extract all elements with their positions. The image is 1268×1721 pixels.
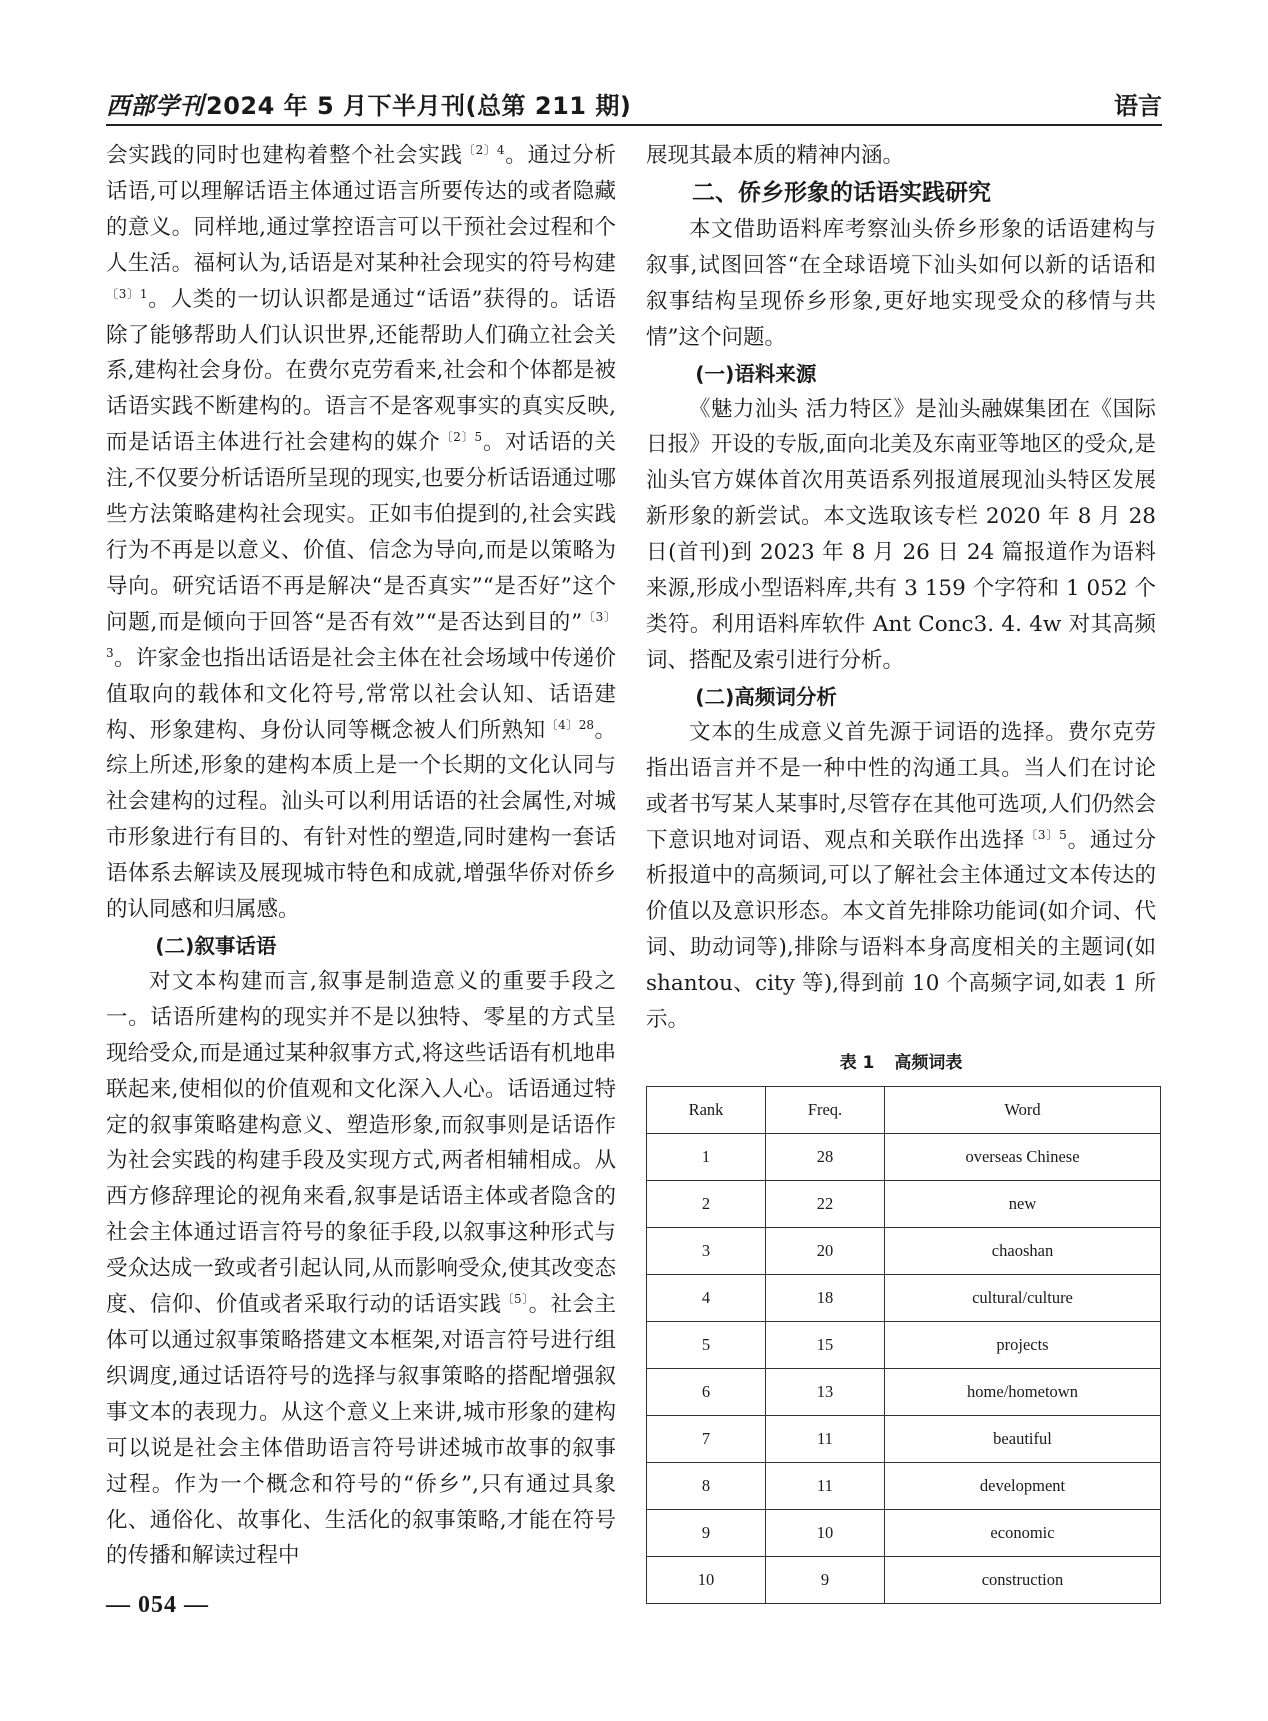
frequency-table <box>646 1086 1161 1604</box>
left-column <box>106 138 616 1574</box>
cell-rank: 10 <box>647 1556 766 1603</box>
table-row <box>647 1509 1161 1556</box>
table-row <box>647 1556 1161 1603</box>
citation: 〔3〕3 <box>106 609 616 660</box>
right-column <box>646 138 1156 1604</box>
table-row <box>647 1462 1161 1509</box>
cell-word: new <box>885 1180 1161 1227</box>
journal-issue: 2024 年 5 月下半月刊(总第 211 期) <box>206 92 632 120</box>
paragraph-intro: 本文借助语料库考察汕头侨乡形象的话语建构与叙事,试图回答“在全球语境下汕头如何以新的话语和叙事结构呈现侨乡形象,更好地实现受众的移情与共情”这个问题。 <box>646 216 1156 350</box>
cell-freq: 20 <box>766 1227 885 1274</box>
heading-frequency-analysis: (二)高频词分析 <box>695 684 837 709</box>
cell-rank: 5 <box>647 1321 766 1368</box>
cell-word: construction <box>885 1556 1161 1603</box>
table-row <box>647 1274 1161 1321</box>
citation: 〔4〕28 <box>545 717 594 732</box>
cell-rank: 9 <box>647 1509 766 1556</box>
section-heading: 二、侨乡形象的话语实践研究 <box>692 179 991 206</box>
running-header <box>106 82 1162 126</box>
cell-rank: 4 <box>647 1274 766 1321</box>
table-row <box>647 1180 1161 1227</box>
column-header-freq: Freq. <box>766 1086 885 1133</box>
cell-word: projects <box>885 1321 1161 1368</box>
cell-word: development <box>885 1462 1161 1509</box>
citation: 〔3〕5 <box>1025 827 1067 842</box>
cell-freq: 28 <box>766 1133 885 1180</box>
cell-freq: 10 <box>766 1509 885 1556</box>
cell-rank: 8 <box>647 1462 766 1509</box>
cell-freq: 15 <box>766 1321 885 1368</box>
cell-freq: 9 <box>766 1556 885 1603</box>
page-number: — 054 — <box>106 1592 209 1618</box>
cell-rank: 1 <box>647 1133 766 1180</box>
paragraph-corpus: 《魅力汕头 活力特区》是汕头融媒集团在《国际日报》开设的专版,面向北美及东南亚等地区的受众,是汕头官方媒体首次用英语系列报道展现汕头特区发展新形象的新尝试。本文选取该专栏 2020 年 8 月 28 日(首刊)到 2023 年 8 月 26 日 24 篇报道作为语料来源,形成小型语料库,共有 3 159 个字符和 1 052 个类符。利用语料库软件 Ant Conc3. 4. 4w 对其高频词、搭配及索引进行分析。 <box>646 396 1156 673</box>
cell-word: overseas Chinese <box>885 1133 1161 1180</box>
cell-word: economic <box>885 1509 1161 1556</box>
cell-freq: 18 <box>766 1274 885 1321</box>
heading-narrative-discourse: (二)叙事话语 <box>155 933 277 958</box>
table-caption <box>646 1048 1156 1078</box>
paragraph-continued: 展现其最本质的精神内涵。 <box>646 143 905 168</box>
cell-freq: 22 <box>766 1180 885 1227</box>
cell-word: chaoshan <box>885 1227 1161 1274</box>
cell-rank: 6 <box>647 1368 766 1415</box>
cell-freq: 11 <box>766 1415 885 1462</box>
cell-rank: 2 <box>647 1180 766 1227</box>
table-row <box>647 1368 1161 1415</box>
table-row <box>647 1415 1161 1462</box>
table-row <box>647 1321 1161 1368</box>
cell-word: cultural/culture <box>885 1274 1161 1321</box>
cell-rank: 3 <box>647 1227 766 1274</box>
paragraph-narrative: 对文本构建而言,叙事是制造意义的重要手段之一。话语所建构的现实并不是以独特、零星的方式呈现给受众,而是通过某种叙事方式,将这些话语有机地串联起来,使相似的价值观和文化深入人心。话语通过特定的叙事策略建构意义、塑造形象,而叙事则是话语作为社会实践的构建手段及实现方式,两者相辅相成。从西方修辞理论的视角来看,叙事是话语主体或者隐含的社会主体通过语言符号的象征手段,以叙事这种形式与受众达成一致或者引起认同,从而影响受众,使其改变态度、信仰、价值或者采取行动的话语实践$^{〔5〕}$。社会主体可以通过叙事策略搭建文本框架,对语言符号进行组织调度,通过话语符号的选择与叙事策略的搭配增强叙事文本的表现力。从这个意义上来讲,城市形象的建构可以说是社会主体借助语言符号讲述城市故事的叙事过程。作为一个概念和符号的“侨乡”,只有通过具象化、通俗化、故事化、生活化的叙事策略,才能在符号的传播和解读过程中 <box>106 968 616 1569</box>
citation: 〔2〕4 <box>462 142 505 157</box>
cell-word: beautiful <box>885 1415 1161 1462</box>
journal-title <box>106 86 631 121</box>
paragraph-discourse: 会实践的同时也建构着整个社会实践$^{〔2〕4}$。通过分析话语,可以理解话语主体通过语言所要传达的或者隐藏的意义。同样地,通过掌控语言可以干预社会过程和个人生活。福柯认为,话语是对某种社会现实的符号构建$^{〔3〕1}$。人类的一切认识都是通过“话语”获得的。话语除了能够帮助人们认识世界,还能帮助人们确立社会关系,建构社会身份。在费尔克劳看来,社会和个体都是被话语实践不断建构的。语言不是客观事实的真实反映,而是话语主体进行社会建构的媒介$^{〔2〕5}$。对话语的关注,不仅要分析话语所呈现的现实,也要分析话语通过哪些方法策略建构社会现实。正如韦伯提到的,社会实践行为不再是以意义、价值、信念为导向,而是以策略为导向。研究话语不再是解决“是否真实”“是否好”这个问题,而是倾向于回答“是否有效”“是否达到目的”$^{〔3〕3}$。许家金也指出话语是社会主体在社会场域中传递价值取向的载体和文化符号,常常以社会认知、话语建构、形象建构、身份认同等概念被人们所熟知$^{〔4〕28}$。综上所述,形象的建构本质上是一个长期的文化认同与社会建构的过程。汕头可以利用话语的社会属性,对城市形象进行有目的、有针对性的塑造,同时建构一套话语体系去解读及展现城市特色和成就,增强华侨对侨乡的认同感和归属感。 <box>106 142 616 923</box>
table-row <box>647 1227 1161 1274</box>
cell-word: home/hometown <box>885 1368 1161 1415</box>
citation: 〔5〕 <box>501 1291 529 1306</box>
citation: 〔2〕5 <box>440 430 483 445</box>
cell-freq: 11 <box>766 1462 885 1509</box>
table-row <box>647 1133 1161 1180</box>
journal-logo: 西部学刊 <box>106 91 204 120</box>
section-label: 语言 <box>1114 92 1162 120</box>
column-header-word: Word <box>885 1086 1161 1133</box>
cell-rank: 7 <box>647 1415 766 1462</box>
cell-freq: 13 <box>766 1368 885 1415</box>
table-title: 高频词表 <box>894 1052 963 1073</box>
table-number: 表 1 <box>839 1052 875 1073</box>
paragraph-frequency: 文本的生成意义首先源于词语的选择。费尔克劳指出语言并不是一种中性的沟通工具。当人们在讨论或者书写某人某事时,尽管存在其他可选项,人们仍然会下意识地对词语、观点和关联作出选择$^{〔3〕5}$。通过分析报道中的高频词,可以了解社会主体通过文本传达的价值以及意识形态。本文首先排除功能词(如介词、代词、助动词等),排除与语料本身高度相关的主题词(如 shantou、city 等),得到前 10 个高频字词,如表 1 所示。 <box>646 719 1156 1033</box>
heading-corpus-source: (一)语料来源 <box>695 361 817 386</box>
citation: 〔3〕1 <box>106 286 148 301</box>
column-header-rank: Rank <box>647 1086 766 1133</box>
table-header-row <box>647 1086 1161 1133</box>
